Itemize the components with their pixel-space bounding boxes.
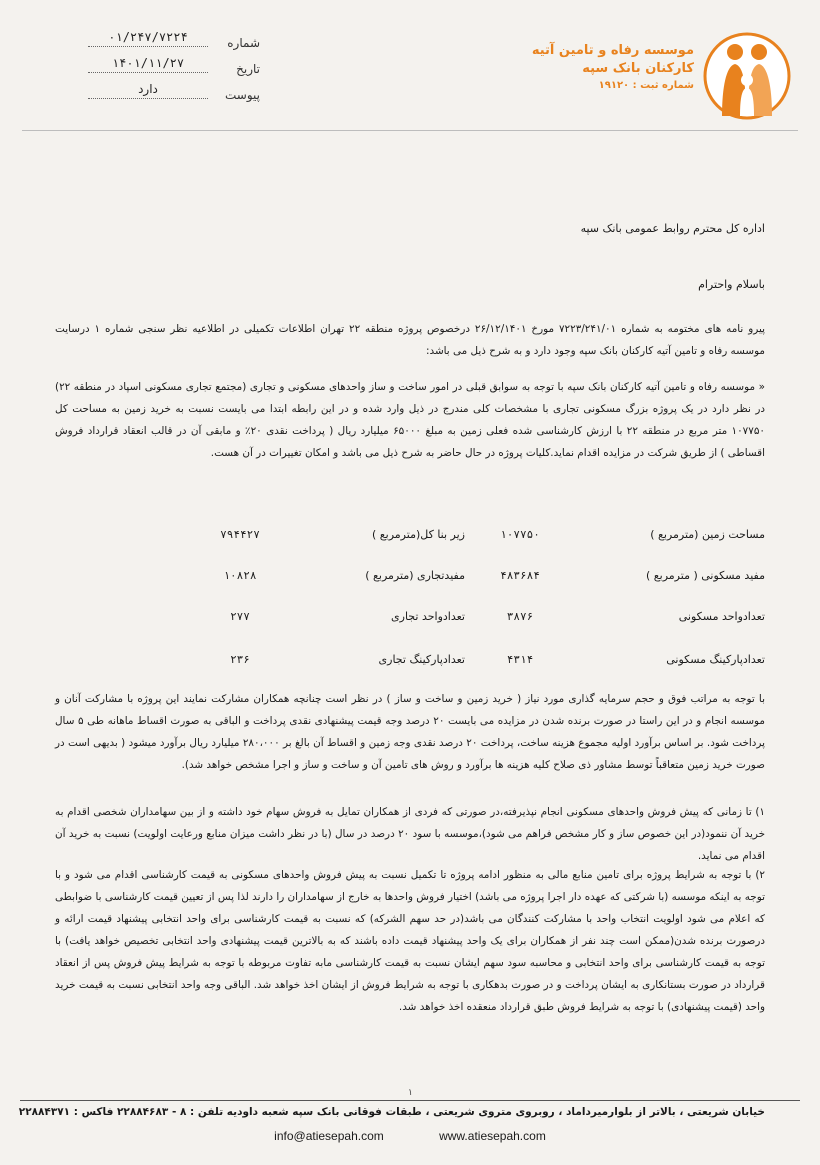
footer-address: خیابان شریعتی ، بالاتر از بلوارمیرداماد ، روبروی متروی شریعتی ، طبقات فوقانی بانک سپه شعبه داودیه تلفن : ۸ - ۲۲۸۸۴۶۸۳ فاکس : ۲۲۸۸۴۳۷۱ — [18, 1106, 765, 1118]
meta-attachment-row — [60, 82, 260, 108]
paragraph-1: پیرو نامه های مختومه به شماره ۷۲۲۳/۲۴۱/۰۱ مورخ ۲۶/۱۲/۱۴۰۱ درخصوص پروژه منطقه ۲۲ تهران اطلاعات تکمیلی در اطلاعیه نظر سنجی شماره ۱ درسایت موسسه رفاه و تامین آتیه کارکنان بانک سپه وجود دارد و به شرح ذیل می باشد: — [55, 323, 765, 357]
paragraph-4: ۱) تا زمانی که پیش فروش واحدهای مسکونی انجام نپذیرفته،در صورتی که فردی از همکاران تمایل به فروش سهام خود داشته و از بین سهامداران شخصی اقدام به خرید آن ننمود(در این خصوص ساز و کار مشخص فراهم می شود)،موسسه با سود ۲۰ درصد در سال (با در نظر داشت میزان منابع ورعایت اولویت) نسبت به خرید آن اقدام می نماید. — [55, 806, 765, 862]
letter-meta — [60, 30, 260, 108]
stat-label: تعدادواحد تجاری — [391, 610, 465, 623]
paragraph-5: ۲) با توجه به شرایط پروژه برای تامین منابع مالی به منظور ادامه پروژه تا تکمیل نسبت به پیش فروش واحدهای مسکونی به قیمت کارشناسی اقدام می شود و با توجه به اینکه موسسه (با شرکتی که عهده دار اجرا پروژه می باشد) اختیار فروش واحدها به خارج از سهامداران را دارند لذا پس از تعیین قیمت کارشناسی با ضوابطی که اعلام می شود اولویت انتخاب واحد با مشارکت کنندگان می باشد(در حد سهم الشرکه) که نسبت به قیمت کارشناسی برای واحد انتخابی پیشنهاد قیمت ارائه و درصورت برنده شدن(ممکن است چند نفر از همکاران برای یک واحد پیشنهاد قیمت داده باشند که به بالاترین قیمت پیشنهادی واحد انتخابی تخصیص خواهد یافت) با توجه به قیمت کارشناسی برای واحد انتخابی و محاسبه سود سهم ایشان نسبت به قیمت کارشناسی مابه تفاوت مربوطه با توجه به شرایط پیش فروش پس از انعقاد قرارداد در صورت بستانکاری به ایشان پرداخت و در صورت بدهکاری با توجه به شرایط فروش از ایشان اخذ خواهد شد. الباقی وجه واحد انتخابی نسبت به قیمت خرید واحد (قیمت پیشنهادی) با توجه به شرایط فروش طبق قرارداد منعقده اخذ خواهد شد. — [55, 869, 765, 1013]
header-divider — [22, 130, 798, 131]
meta-number-row — [60, 30, 260, 56]
stat-label: تعدادپارکینگ مسکونی — [666, 653, 765, 666]
family-logo-icon — [702, 28, 792, 123]
stat-value: ۲۳۶ — [230, 653, 250, 666]
stat-label: مفیدتجاری (مترمربع ) — [365, 569, 465, 582]
stat-value: ۳۸۷۶ — [506, 610, 534, 623]
stat-value: ۷۹۴۴۲۷ — [220, 528, 260, 541]
footer-contact — [0, 1129, 820, 1143]
stat-label: تعدادواحد مسکونی — [678, 610, 765, 623]
salutation: باسلام واحترام — [698, 278, 765, 291]
email-link[interactable]: info@atiesepah.com — [274, 1129, 384, 1143]
date-label: تاریخ — [236, 62, 260, 76]
recipient: اداره کل محترم روابط عمومی بانک سپه — [580, 222, 765, 235]
number-label: شماره — [227, 36, 260, 50]
stat-label: تعدادپارکینگ تجاری — [378, 653, 465, 666]
date-value: ۱۴۰۱/۱۱/۲۷ — [88, 56, 208, 73]
stat-value: ۱۰۸۲۸ — [223, 569, 257, 582]
page-number: ۱ — [408, 1088, 413, 1098]
stat-label: مساحت زمین (مترمربع ) — [650, 528, 765, 541]
logo-title-line1: موسسه رفاه و تامین آتیه — [531, 43, 694, 58]
stat-value: ۴۸۳۶۸۴ — [500, 569, 540, 582]
project-stats-table — [55, 525, 765, 675]
logo-registration: شماره ثبت : ۱۹۱۲۰ — [598, 80, 694, 91]
stat-row — [55, 610, 765, 630]
attachment-value: دارد — [88, 82, 208, 99]
stat-row — [55, 528, 765, 548]
attachment-label: پیوست — [225, 88, 260, 102]
paragraph-3: با توجه به مراتب فوق و حجم سرمایه گذاری مورد نیاز ( خرید زمین و ساخت و ساز ) در نظر است چنانچه همکاران مشارکت نمایند این پروژه با مشارکت آنان و موسسه انجام و در این راستا در صورت برنده شدن در مزایده می بایست ۲۰ درصد وجه قیمت پیشنهادی نقدی پرداخت و الباقی به صورت اقساط ماهانه طی ۵ سال پرداخت شود. بر اساس برآورد اولیه مجموع هزینه ساخت، پرداخت ۲۰ درصد نقدی وجه زمین و اقساط آن بالغ بر ۲۸۰،۰۰۰ میلیارد ریال برآورد میشود ( بدیهی است در صورت خرید زمین متعاقباً توسط مشاور ذی صلاح کلیه هزینه ها برآورد و روش های تامین آن و ساخت و ساز و اجرا مشخص خواهد شد). — [55, 693, 766, 771]
stat-row — [55, 653, 765, 673]
stat-value: ۴۳۱۴ — [506, 653, 534, 666]
stat-value: ۱۰۷۷۵۰ — [500, 528, 540, 541]
stat-value: ۲۷۷ — [230, 610, 250, 623]
paragraph-2: « موسسه رفاه و تامین آتیه کارکنان بانک سپه با توجه به سوابق قبلی در امور ساخت و ساز واحدهای مسکونی و تجاری (مجتمع تجاری مسکونی اسپاد در منطقه ۲۲) در نظر دارد در یک پروژه بزرگ مسکونی تجاری با مشخصات کلی مندرج در ذیل وارد شده و در این رابطه ابتدا می بایست نسبت به خرید زمین به مساحت کل ۱۰۷۷۵۰ متر مربع در منطقه ۲۲ با ارزش کارشناسی شده فعلی زمین به مبلغ ۶۵۰۰۰ میلیارد ریال ( پرداخت نقدی ۲۰٪ و مابقی آن در قالب انعقاد قرارداد فروش اقساطی ) از طریق شرکت در مزایده اقدام نماید.کلیات پروژه در حال حاضر به شرح ذیل می باشد و امکان تغییرات در آن هست. — [55, 381, 765, 459]
footer-divider — [20, 1100, 800, 1101]
number-value: ۰۱/۲۴۷/۷۲۲۴ — [88, 30, 208, 47]
logo-title-line2: کارکنان بانک سپه — [582, 61, 694, 76]
stat-label: مفید مسکونی ( مترمربع ) — [646, 569, 765, 582]
meta-date-row — [60, 56, 260, 82]
stat-label: زیر بنا کل(مترمربع ) — [372, 528, 465, 541]
logo — [502, 28, 792, 123]
stat-row — [55, 569, 765, 589]
website-link[interactable]: www.atiesepah.com — [439, 1129, 546, 1143]
